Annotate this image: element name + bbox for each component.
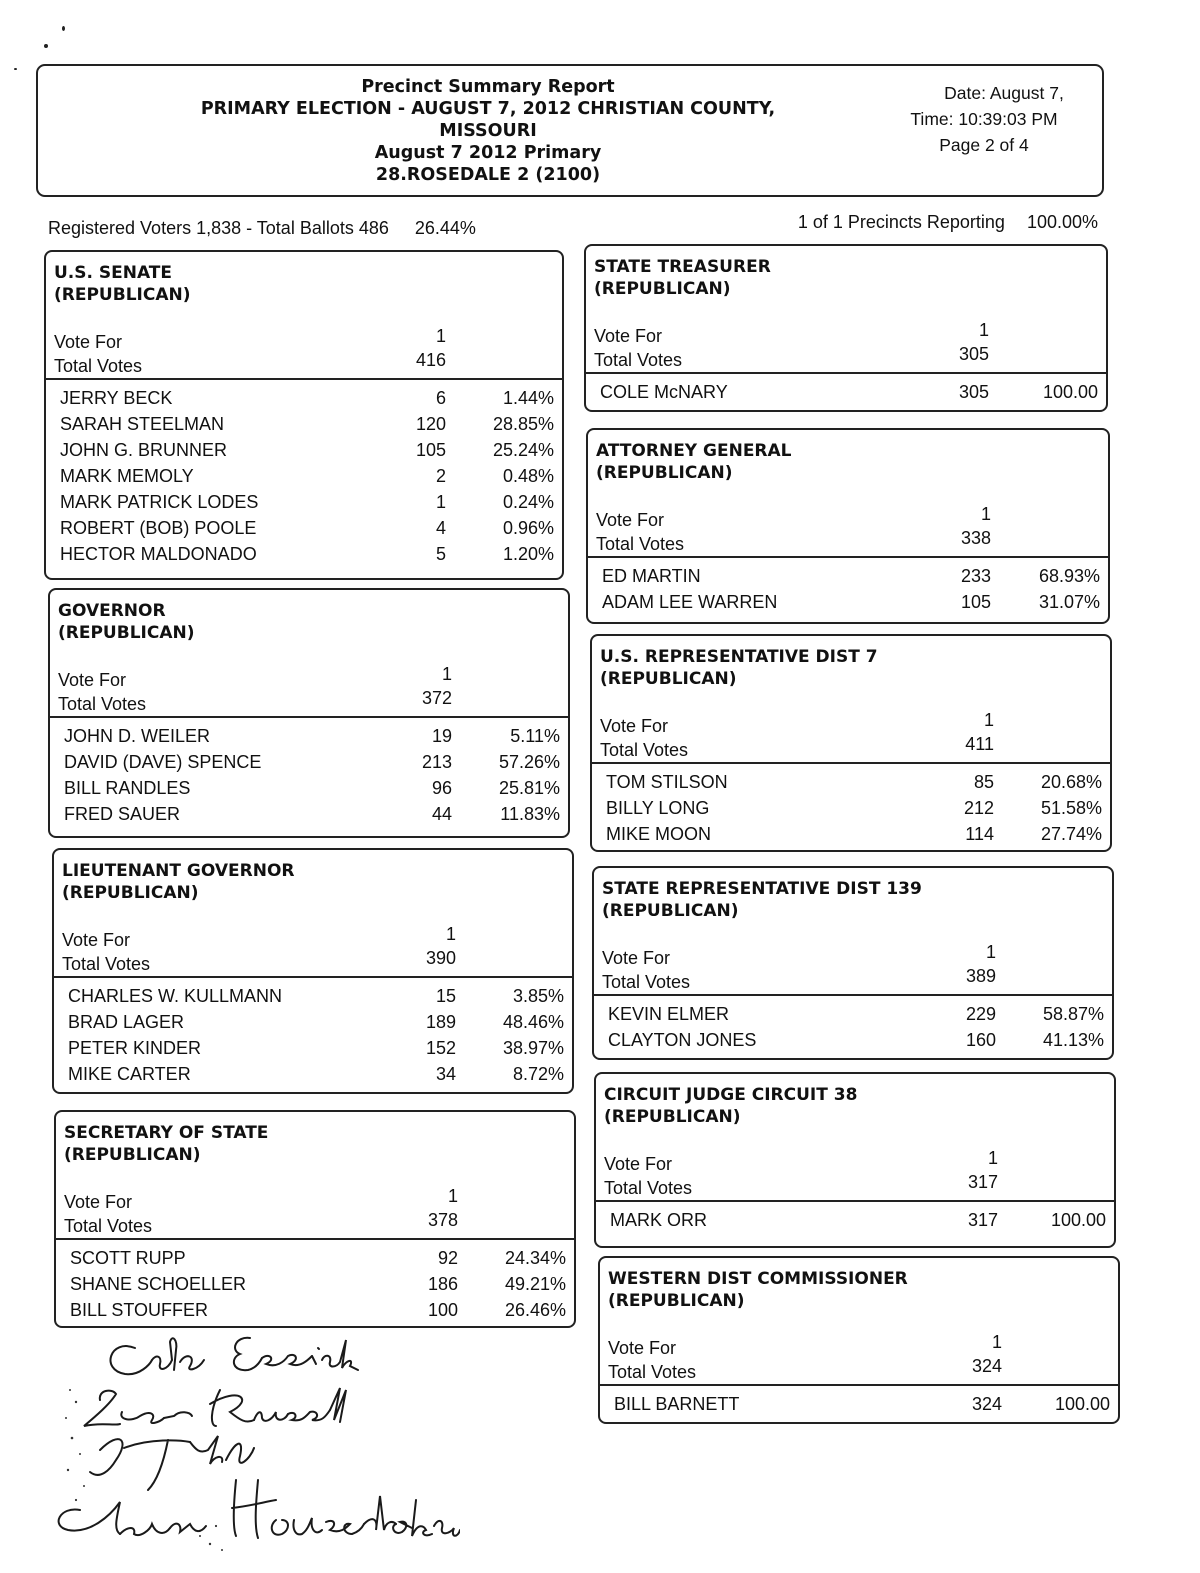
race-box: [586, 428, 1110, 624]
candidate-row: [606, 772, 1102, 798]
turnout-percent: 26.44%: [414, 218, 476, 238]
report-title: Precinct Summary Report: [361, 77, 615, 97]
candidate-votes: 114: [965, 824, 994, 844]
race-title: LIEUTENANT GOVERNOR (REPUBLICAN): [62, 861, 295, 903]
candidate-percent: 31.07%: [1038, 592, 1100, 612]
candidate-name: BRAD LAGER: [68, 1012, 185, 1032]
election-state: MISSOURI: [439, 121, 537, 141]
total-votes-label: Total Votes: [608, 1362, 697, 1382]
candidate-row: [68, 1038, 564, 1064]
candidate-votes: 85: [973, 772, 994, 792]
candidate-name: DAVID (DAVE) SPENCE: [64, 752, 262, 772]
vote-for-label: Vote For: [608, 1338, 677, 1358]
candidate-row: [68, 986, 564, 1012]
report-time: Time: 10:39:03 PM: [910, 109, 1058, 129]
total-votes-label: Total Votes: [604, 1178, 693, 1198]
registered-ballots: Registered Voters 1,838 - Total Ballots 486: [48, 218, 389, 238]
candidate-votes: 213: [421, 752, 452, 772]
total-votes-count: 305: [958, 344, 989, 364]
candidate-percent: 48.46%: [502, 1012, 564, 1032]
election-name: PRIMARY ELECTION - AUGUST 7, 2012 CHRISTIAN COUNTY,: [200, 99, 776, 119]
race-title: U.S. REPRESENTATIVE DIST 7 (REPUBLICAN): [600, 647, 878, 689]
candidate-percent: 100.00: [1054, 1394, 1110, 1414]
total-votes-count: 324: [971, 1356, 1002, 1376]
race-title: GOVERNOR (REPUBLICAN): [58, 601, 195, 643]
vote-for-label: Vote For: [594, 326, 663, 346]
candidate-row: [60, 518, 554, 544]
race-box: [48, 588, 570, 838]
vote-for-label: Vote For: [596, 510, 665, 530]
candidate-votes: 305: [958, 382, 989, 402]
candidate-percent: 1.44%: [502, 388, 554, 408]
candidate-row: [70, 1248, 566, 1274]
candidate-name: CLAYTON JONES: [608, 1030, 757, 1050]
candidate-votes: 92: [437, 1248, 458, 1268]
total-votes-label: Total Votes: [64, 1216, 153, 1236]
candidate-votes: 152: [425, 1038, 456, 1058]
total-votes-label: Total Votes: [58, 694, 147, 714]
candidate-row: [60, 388, 554, 414]
candidate-row: [64, 752, 560, 778]
candidate-name: SHANE SCHOELLER: [70, 1274, 247, 1294]
race-box: [44, 250, 564, 580]
turnout-summary: [48, 218, 476, 239]
candidate-name: MARK PATRICK LODES: [60, 492, 259, 512]
handwritten-signatures-icon: [40, 1330, 460, 1560]
page-number: Page 2 of 4: [939, 135, 1029, 155]
header-rule: [54, 976, 572, 978]
candidate-name: JOHN D. WEILER: [64, 726, 211, 746]
candidate-percent: 100.00: [1050, 1210, 1106, 1230]
total-votes-label: Total Votes: [596, 534, 685, 554]
report-meta: [874, 80, 1094, 158]
candidate-percent: 28.85%: [492, 414, 554, 434]
candidate-percent: 68.93%: [1038, 566, 1100, 586]
vote-for-label: Vote For: [600, 716, 669, 736]
candidate-percent: 57.26%: [498, 752, 560, 772]
vote-for-count: 1: [991, 1332, 1002, 1352]
header-rule: [600, 1384, 1118, 1386]
candidate-votes: 1: [435, 492, 446, 512]
candidate-percent: 0.48%: [502, 466, 554, 486]
total-votes-count: 390: [425, 948, 456, 968]
candidate-votes: 6: [435, 388, 446, 408]
candidate-name: CHARLES W. KULLMANN: [68, 986, 283, 1006]
candidate-name: BILL BARNETT: [614, 1394, 740, 1414]
vote-for-count: 1: [985, 942, 996, 962]
candidate-percent: 51.58%: [1040, 798, 1102, 818]
candidate-row: [608, 1004, 1104, 1030]
vote-for-count: 1: [447, 1186, 458, 1206]
candidate-name: BILL STOUFFER: [70, 1300, 209, 1320]
candidate-row: [614, 1394, 1110, 1420]
vote-for-label: Vote For: [64, 1192, 133, 1212]
candidate-votes: 324: [971, 1394, 1002, 1414]
candidate-percent: 41.13%: [1042, 1030, 1104, 1050]
candidate-row: [602, 566, 1100, 592]
candidate-name: FRED SAUER: [64, 804, 181, 824]
vote-for-count: 1: [445, 924, 456, 944]
total-votes-label: Total Votes: [62, 954, 151, 974]
candidate-row: [64, 804, 560, 830]
candidate-percent: 58.87%: [1042, 1004, 1104, 1024]
candidate-votes: 160: [965, 1030, 996, 1050]
candidate-percent: 25.24%: [492, 440, 554, 460]
candidate-name: MIKE MOON: [606, 824, 712, 844]
candidate-percent: 3.85%: [512, 986, 564, 1006]
candidate-votes: 19: [431, 726, 452, 746]
race-title: STATE TREASURER (REPUBLICAN): [594, 257, 771, 299]
candidate-votes: 44: [431, 804, 452, 824]
candidate-percent: 11.83%: [500, 804, 560, 824]
candidate-votes: 189: [425, 1012, 456, 1032]
vote-for-count: 1: [441, 664, 452, 684]
candidate-row: [60, 466, 554, 492]
race-box: [584, 244, 1108, 412]
race-box: [592, 866, 1114, 1060]
total-votes-label: Total Votes: [54, 356, 143, 376]
candidate-row: [68, 1064, 564, 1090]
race-box: [54, 1110, 576, 1328]
candidate-percent: 0.96%: [502, 518, 554, 538]
header-rule: [56, 1238, 574, 1240]
scan-speck: [62, 26, 65, 31]
candidate-row: [64, 778, 560, 804]
race-title: U.S. SENATE (REPUBLICAN): [54, 263, 191, 305]
total-votes-count: 411: [965, 734, 994, 754]
total-votes-count: 338: [960, 528, 991, 548]
candidate-percent: 20.68%: [1040, 772, 1102, 792]
candidate-percent: 27.74%: [1040, 824, 1102, 844]
candidate-name: ROBERT (BOB) POOLE: [60, 518, 257, 538]
candidate-name: PETER KINDER: [68, 1038, 202, 1058]
race-title: CIRCUIT JUDGE CIRCUIT 38 (REPUBLICAN): [604, 1085, 858, 1127]
vote-for-count: 1: [983, 710, 994, 730]
candidate-percent: 38.97%: [502, 1038, 564, 1058]
candidate-name: KEVIN ELMER: [608, 1004, 730, 1024]
scan-speck: [44, 44, 48, 48]
candidate-votes: 2: [435, 466, 446, 486]
candidate-row: [606, 824, 1102, 850]
scan-speck: [14, 68, 17, 70]
candidate-row: [60, 492, 554, 518]
candidate-name: JERRY BECK: [60, 388, 173, 408]
candidate-percent: 5.11%: [510, 726, 560, 746]
candidate-votes: 317: [967, 1210, 998, 1230]
precinct-name: 28.ROSEDALE 2 (2100): [375, 165, 601, 185]
vote-for-count: 1: [987, 1148, 998, 1168]
candidate-votes: 233: [960, 566, 991, 586]
total-votes-count: 372: [421, 688, 452, 708]
candidate-row: [60, 544, 554, 570]
candidate-name: MARK MEMOLY: [60, 466, 194, 486]
candidate-name: SCOTT RUPP: [70, 1248, 186, 1268]
race-box: [598, 1256, 1120, 1424]
candidate-name: JOHN G. BRUNNER: [60, 440, 228, 460]
header-rule: [592, 762, 1110, 764]
vote-for-label: Vote For: [602, 948, 671, 968]
candidate-percent: 25.81%: [498, 778, 560, 798]
candidate-name: ED MARTIN: [602, 566, 701, 586]
total-votes-count: 389: [965, 966, 996, 986]
candidate-votes: 100: [427, 1300, 458, 1320]
header-rule: [586, 372, 1106, 374]
total-votes-label: Total Votes: [600, 740, 689, 760]
race-box: [52, 848, 574, 1094]
candidate-votes: 105: [415, 440, 446, 460]
vote-for-count: 1: [978, 320, 989, 340]
vote-for-label: Vote For: [58, 670, 127, 690]
header-rule: [594, 994, 1112, 996]
vote-for-label: Vote For: [604, 1154, 673, 1174]
candidate-votes: 105: [960, 592, 991, 612]
candidate-row: [606, 798, 1102, 824]
candidate-percent: 1.20%: [502, 544, 554, 564]
vote-for-label: Vote For: [62, 930, 131, 950]
total-votes-count: 378: [427, 1210, 458, 1230]
report-header: [36, 64, 1104, 197]
candidate-votes: 4: [435, 518, 446, 538]
race-title: STATE REPRESENTATIVE DIST 139 (REPUBLICAN): [602, 879, 922, 921]
total-votes-label: Total Votes: [594, 350, 683, 370]
candidate-name: SARAH STEELMAN: [60, 414, 225, 434]
candidate-row: [60, 440, 554, 466]
header-rule: [596, 1200, 1114, 1202]
candidate-percent: 100.00: [1042, 382, 1098, 402]
election-subtitle: August 7 2012 Primary: [374, 143, 602, 163]
precincts-reporting: 1 of 1 Precincts Reporting: [797, 212, 1005, 232]
header-rule: [50, 716, 568, 718]
reporting-percent: 100.00%: [1026, 212, 1098, 232]
candidate-name: BILLY LONG: [606, 798, 710, 818]
candidate-name: TOM STILSON: [606, 772, 728, 792]
candidate-row: [68, 1012, 564, 1038]
report-date: Date: August 7,: [944, 83, 1064, 103]
candidate-votes: 34: [435, 1064, 456, 1084]
race-title: WESTERN DIST COMMISSIONER (REPUBLICAN): [608, 1269, 908, 1311]
candidate-percent: 49.21%: [504, 1274, 566, 1294]
total-votes-count: 416: [415, 350, 446, 370]
candidate-row: [600, 382, 1098, 408]
candidate-percent: 0.24%: [502, 492, 554, 512]
reporting-summary: [798, 212, 1098, 233]
candidate-row: [70, 1274, 566, 1300]
header-rule: [588, 556, 1108, 558]
candidate-votes: 15: [435, 986, 456, 1006]
candidate-name: BILL RANDLES: [64, 778, 191, 798]
candidate-percent: 26.46%: [504, 1300, 566, 1320]
race-title: ATTORNEY GENERAL (REPUBLICAN): [596, 441, 792, 483]
candidate-row: [602, 592, 1100, 618]
candidate-row: [60, 414, 554, 440]
total-votes-label: Total Votes: [602, 972, 691, 992]
vote-for-count: 1: [980, 504, 991, 524]
race-title: SECRETARY OF STATE (REPUBLICAN): [64, 1123, 269, 1165]
candidate-row: [608, 1030, 1104, 1056]
candidate-row: [64, 726, 560, 752]
candidate-name: COLE McNARY: [600, 382, 728, 402]
race-box: [590, 634, 1112, 852]
candidate-votes: 186: [427, 1274, 458, 1294]
vote-for-label: Vote For: [54, 332, 123, 352]
report-title-block: [188, 76, 788, 186]
candidate-votes: 229: [965, 1004, 996, 1024]
candidate-name: MIKE CARTER: [68, 1064, 191, 1084]
candidate-percent: 8.72%: [512, 1064, 564, 1084]
header-rule: [46, 378, 562, 380]
candidate-row: [610, 1210, 1106, 1236]
candidate-row: [70, 1300, 566, 1326]
candidate-percent: 24.34%: [504, 1248, 566, 1268]
candidate-votes: 96: [431, 778, 452, 798]
candidate-votes: 120: [415, 414, 446, 434]
total-votes-count: 317: [967, 1172, 998, 1192]
race-box: [594, 1072, 1116, 1248]
candidate-name: ADAM LEE WARREN: [602, 592, 778, 612]
candidate-votes: 212: [963, 798, 994, 818]
candidate-name: MARK ORR: [610, 1210, 708, 1230]
vote-for-count: 1: [435, 326, 446, 346]
candidate-votes: 5: [435, 544, 446, 564]
candidate-name: HECTOR MALDONADO: [60, 544, 257, 564]
